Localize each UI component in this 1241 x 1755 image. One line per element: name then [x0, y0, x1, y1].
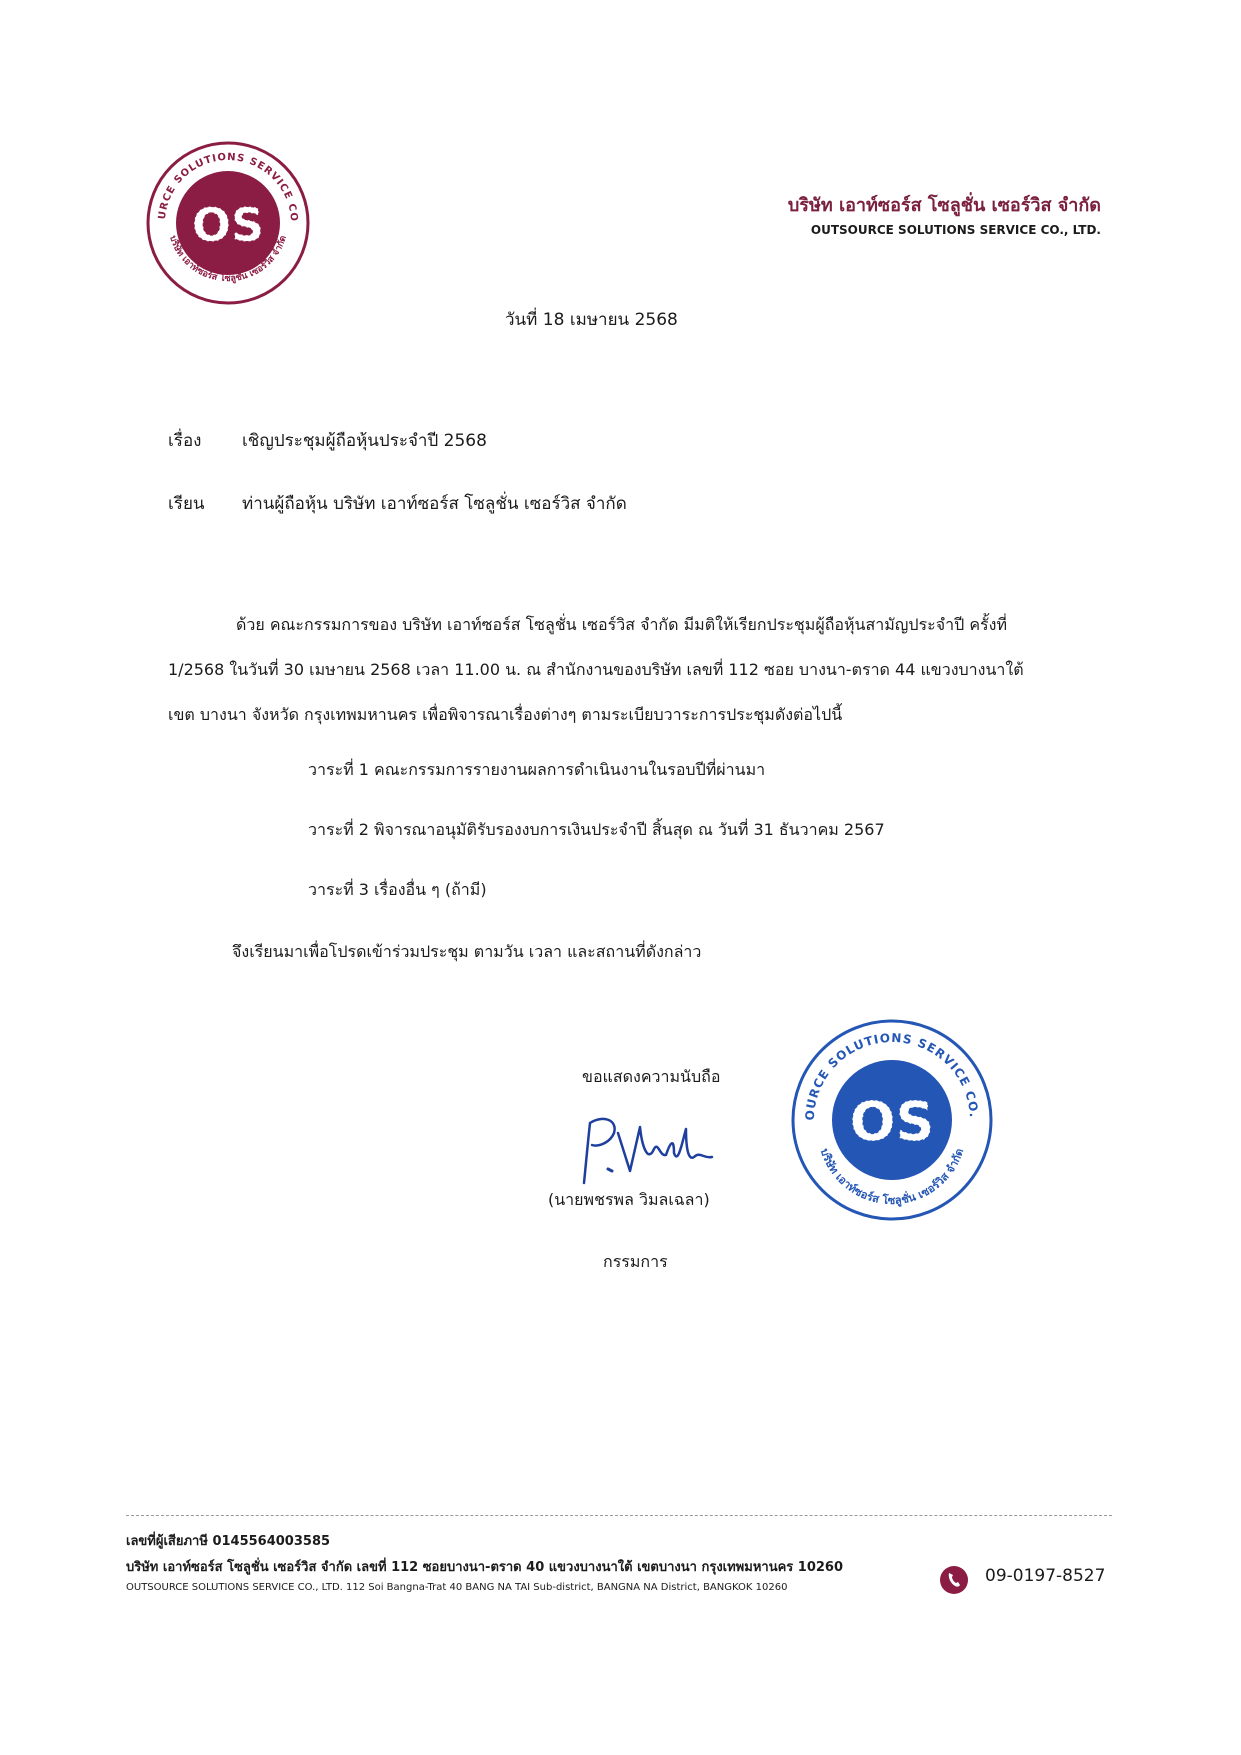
logo-monogram: OS: [191, 198, 265, 252]
signer-name: (นายพชรพล วิมลเฉลา): [548, 1190, 710, 1209]
body-line-3: เขต บางนา จังหวัด กรุงเทพมหานคร เพื่อพิจารณาเรื่องต่างๆ ตามระเบียบวาระการประชุมดังต่อไปนี้: [168, 705, 843, 724]
footer-address-en: OUTSOURCE SOLUTIONS SERVICE CO., LTD. 112 Soi Bangna-Trat 40 BANG NA TAI Sub-district, BANGNA NA District, BANGKOK 10260: [126, 1582, 788, 1593]
subject-text: เชิญประชุมผู้ถือหุ้นประจำปี 2568: [242, 431, 487, 451]
body-line-2: 1/2568 ในวันที่ 30 เมษายน 2568 เวลา 11.00 น. ณ สำนักงานของบริษัท เลขที่ 112 ซอย บางนา-ตราด 44 แขวงบางนาใต้: [168, 660, 1024, 679]
logo-ring-text-th: บริษัท เอาท์ซอร์ส โซลูชั่น เซอร์วิส จำกัด: [167, 234, 289, 285]
tax-id: เลขที่ผู้เสียภาษี 0145564003585: [126, 1534, 331, 1549]
subject-label: เรื่อง: [168, 431, 202, 451]
company-name-en: OUTSOURCE SOLUTIONS SERVICE CO., LTD.: [810, 223, 1101, 237]
logo-ring-text-en: URCE SOLUTIONS SERVICE CO: [156, 151, 300, 223]
company-header: [788, 190, 1101, 237]
footer-divider: [126, 1515, 1112, 1516]
company-name-th: บริษัท เอาท์ซอร์ส โซลูชั่น เซอร์วิส จำกัด: [787, 195, 1101, 216]
phone-number: 09-0197-8527: [985, 1566, 1106, 1586]
recipient-label: เรียน: [168, 494, 205, 514]
footer-address-th: บริษัท เอาท์ซอร์ส โซลูชั่น เซอร์วิส จำกัด เลขที่ 112 ซอยบางนา-ตราด 40 แขวงบางนาใต้ เขตบางนา กรุงเทพมหานคร 10260: [126, 1560, 844, 1575]
respect-closing: ขอแสดงความนับถือ: [582, 1067, 721, 1086]
company-logo-graphic: [145, 140, 311, 306]
seal-ring-text-en: OURCE SOLUTIONS SERVICE CO.: [802, 1030, 982, 1121]
company-seal-stamp: [790, 1018, 994, 1222]
recipient-text: ท่านผู้ถือหุ้น บริษัท เอาท์ซอร์ส โซลูชั่น เซอร์วิส จำกัด: [242, 494, 627, 514]
seal-graphic: [790, 1018, 994, 1222]
company-logo: [145, 140, 311, 306]
agenda-item-1: วาระที่ 1 คณะกรรมการรายงานผลการดำเนินงานในรอบปีที่ผ่านมา: [308, 760, 766, 779]
body-paragraph: [168, 602, 1090, 737]
seal-monogram: OS: [849, 1090, 935, 1153]
letter-date: วันที่ 18 เมษายน 2568: [505, 310, 678, 330]
seal-ring-text-th: บริษัท เอาท์ซอร์ส โซลูชั่น เซอร์วิส จำกัด: [817, 1146, 967, 1208]
handwritten-signature: [562, 1113, 720, 1189]
signer-title: กรรมการ: [603, 1252, 668, 1271]
closing-line: จึงเรียนมาเพื่อโปรดเข้าร่วมประชุม ตามวัน เวลา และสถานที่ดังกล่าว: [232, 942, 702, 961]
phone-icon: [940, 1566, 968, 1594]
body-line-1: ด้วย คณะกรรมการของ บริษัท เอาท์ซอร์ส โซลูชั่น เซอร์วิส จำกัด มีมติให้เรียกประชุมผู้ถือหุ้นสามัญประจำปี ครั้งที่: [236, 615, 1007, 634]
agenda-item-2: วาระที่ 2 พิจารณาอนุมัติรับรองงบการเงินประจำปี สิ้นสุด ณ วันที่ 31 ธันวาคม 2567: [308, 820, 885, 839]
agenda-item-3: วาระที่ 3 เรื่องอื่น ๆ (ถ้ามี): [308, 880, 487, 899]
